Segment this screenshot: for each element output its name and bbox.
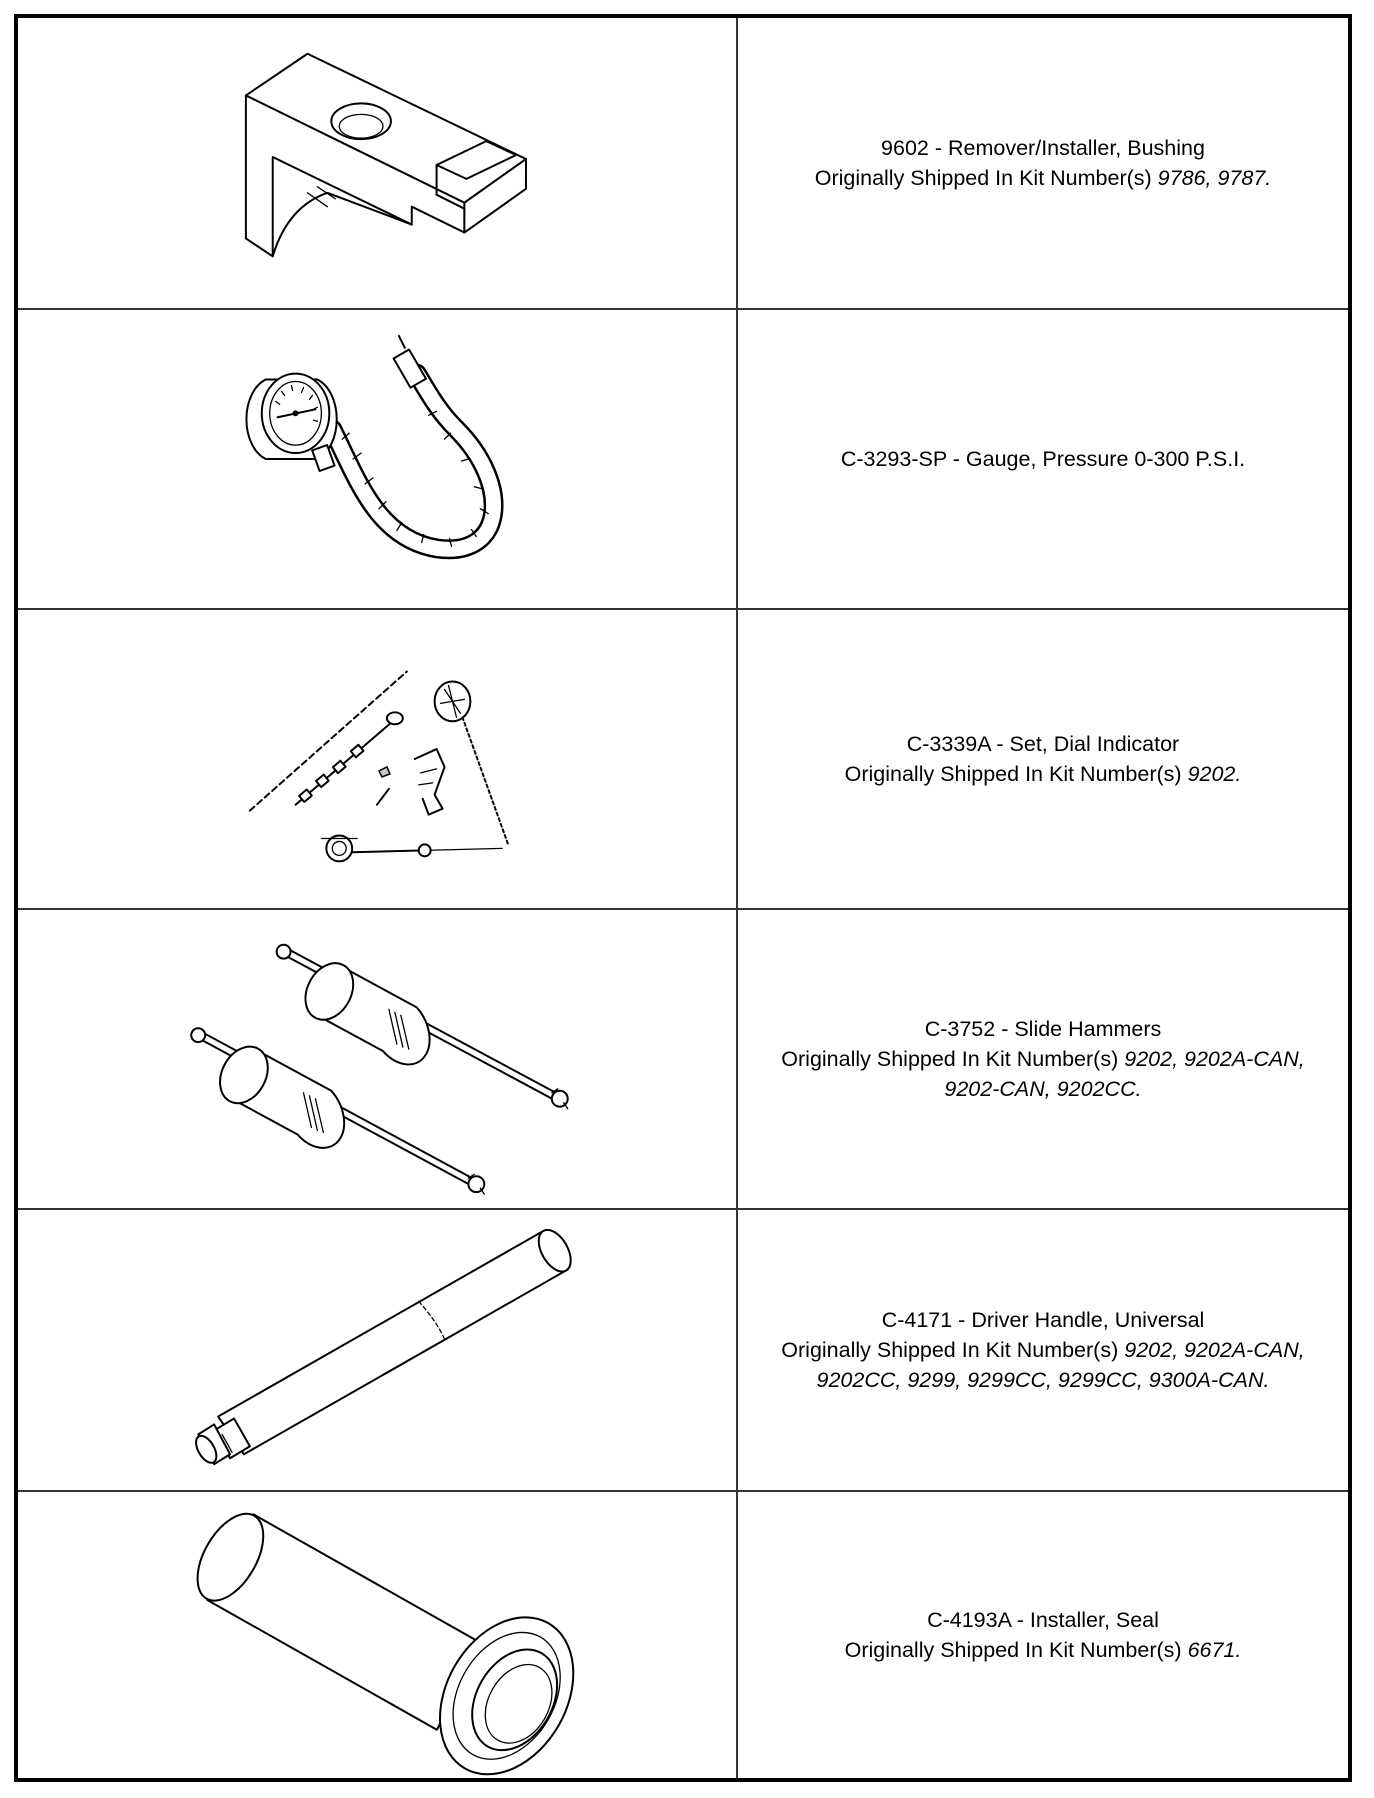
tool-image-cell: [18, 1210, 738, 1490]
kit-numbers-line1: 9202, 9202A-CAN,: [1124, 1338, 1305, 1362]
kit-suffix: .: [1265, 166, 1272, 190]
kit-label: Originally Shipped In Kit Number(s): [814, 166, 1158, 190]
kit-numbers: 9202: [1187, 762, 1236, 786]
seal-installer-drawing: [18, 1492, 736, 1778]
kit-suffix: .: [1135, 1077, 1142, 1101]
tool-description-cell: [738, 18, 1348, 308]
tool-description-cell: [738, 310, 1348, 608]
tool-number: C-3339A: [906, 732, 991, 756]
tool-number: 9602: [881, 136, 929, 160]
tool-description: Driver Handle, Universal: [971, 1308, 1205, 1332]
tool-description-cell: [738, 1492, 1348, 1778]
tool-image-cell: [18, 310, 738, 608]
dial-indicator-set-drawing: [18, 610, 736, 908]
kit-label: Originally Shipped In Kit Number(s): [781, 1047, 1125, 1071]
tool-table: [14, 14, 1352, 1782]
kit-numbers-line1: 9202, 9202A-CAN,: [1124, 1047, 1305, 1071]
kit-label: Originally Shipped In Kit Number(s): [781, 1338, 1125, 1362]
kit-numbers: 6671: [1187, 1638, 1236, 1662]
separator: -: [1010, 1608, 1030, 1632]
driver-handle-drawing: [18, 1210, 736, 1490]
tool-number: C-4171: [881, 1308, 953, 1332]
tool-description: Set, Dial Indicator: [1009, 732, 1180, 756]
kit-numbers-line2: 9202-CAN, 9202CC: [944, 1077, 1136, 1101]
table-row: [18, 910, 1348, 1210]
tool-description-cell: [738, 610, 1348, 908]
table-row: [18, 310, 1348, 610]
tool-number: C-3293-SP: [840, 447, 947, 471]
kit-suffix: .: [1263, 1368, 1270, 1392]
tool-image-cell: [18, 18, 738, 308]
table-row: [18, 1492, 1348, 1778]
slide-hammers-drawing: [18, 910, 736, 1208]
tool-description-cell: [738, 910, 1348, 1208]
kit-suffix: .: [1235, 762, 1242, 786]
separator: -: [995, 1017, 1015, 1041]
table-row: [18, 610, 1348, 910]
kit-numbers: 9786, 9787: [1157, 166, 1266, 190]
table-row: [18, 1210, 1348, 1492]
kit-numbers-line2: 9202CC, 9299, 9299CC, 9299CC, 9300A-CAN: [816, 1368, 1264, 1392]
bushing-remover-installer-drawing: [18, 18, 736, 308]
tool-description: Installer, Seal: [1029, 1608, 1159, 1632]
tool-number: C-3752: [924, 1017, 996, 1041]
separator: -: [946, 447, 966, 471]
tool-image-cell: [18, 910, 738, 1208]
tool-description: Slide Hammers: [1014, 1017, 1162, 1041]
tool-image-cell: [18, 1492, 738, 1778]
separator: -: [990, 732, 1010, 756]
tool-description: Gauge, Pressure 0-300 P.S.I.: [965, 447, 1246, 471]
tool-description-cell: [738, 1210, 1348, 1490]
pressure-gauge-drawing: [18, 310, 736, 608]
table-row: [18, 18, 1348, 310]
kit-label: Originally Shipped In Kit Number(s): [844, 762, 1188, 786]
tool-number: C-4193A: [927, 1608, 1011, 1632]
tool-description: Remover/Installer, Bushing: [948, 136, 1205, 160]
tool-image-cell: [18, 610, 738, 908]
separator: -: [952, 1308, 972, 1332]
kit-suffix: .: [1235, 1638, 1242, 1662]
separator: -: [928, 136, 948, 160]
kit-label: Originally Shipped In Kit Number(s): [844, 1638, 1188, 1662]
